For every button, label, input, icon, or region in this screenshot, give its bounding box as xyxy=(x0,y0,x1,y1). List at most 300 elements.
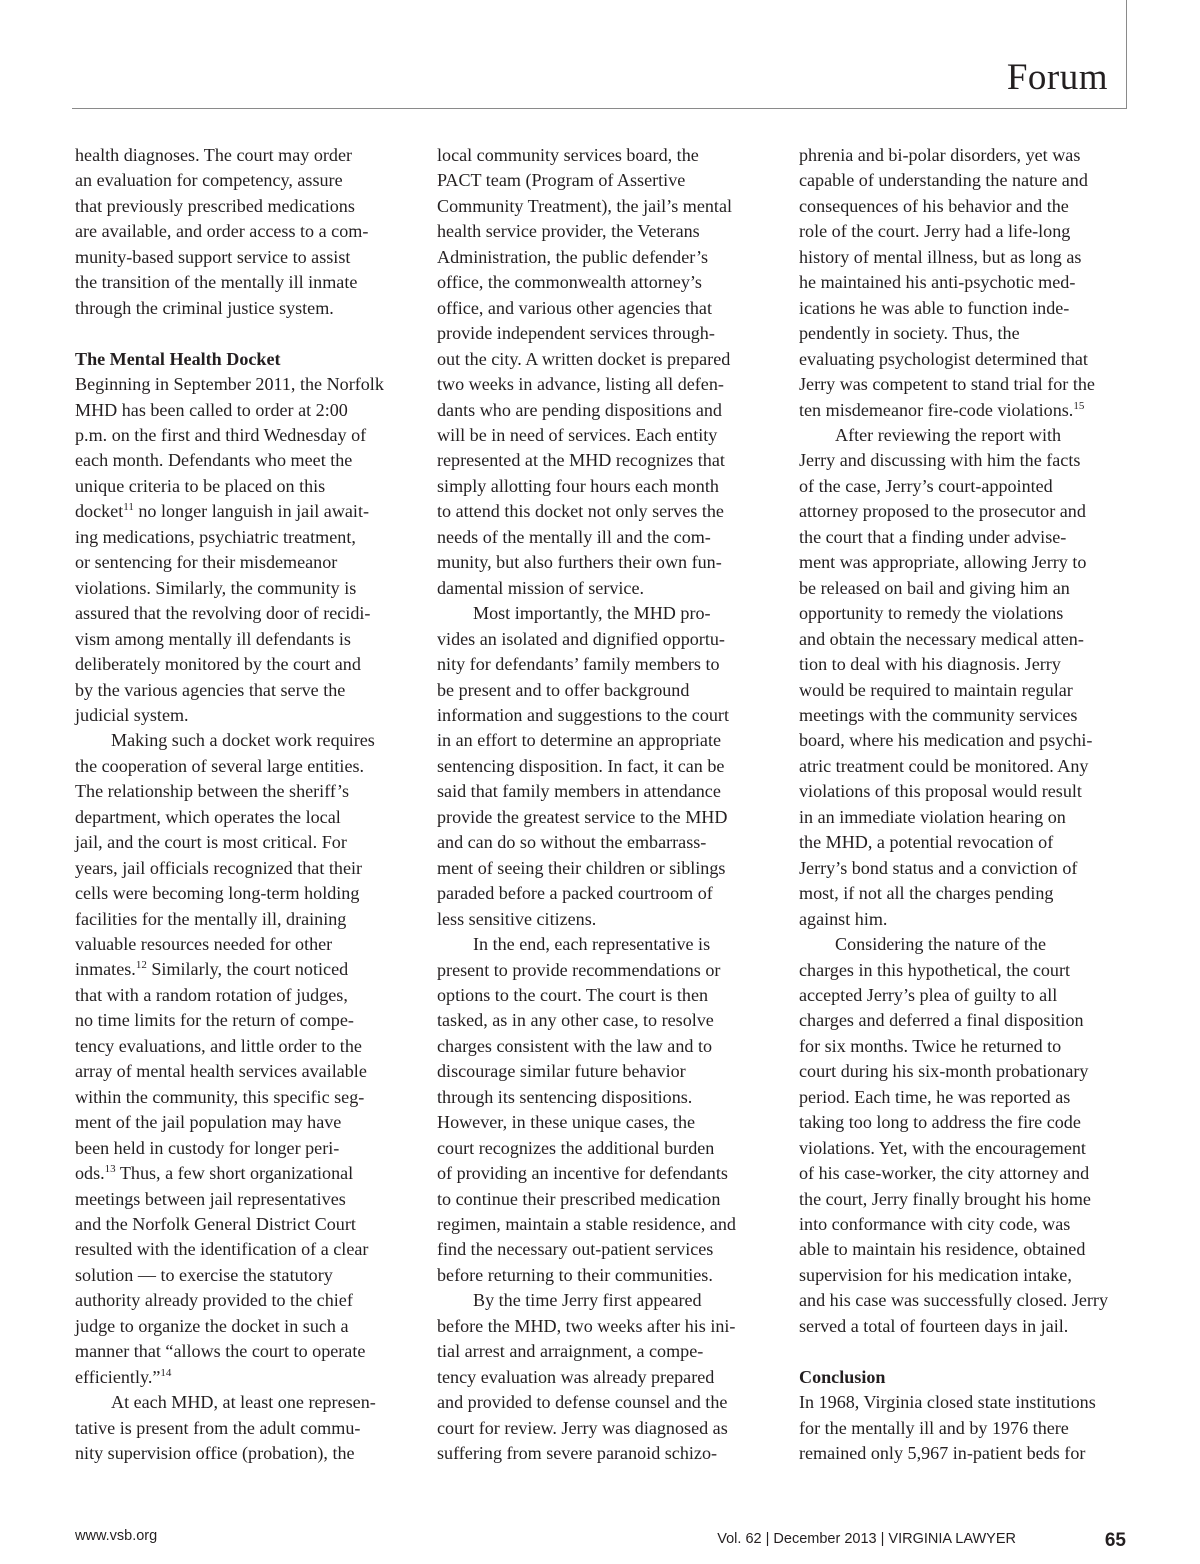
line-text: be present and to offer background xyxy=(437,679,690,700)
line-text: for the mentally ill and by 1976 there xyxy=(799,1417,1069,1438)
line-text: for six months. Twice he returned to xyxy=(799,1035,1062,1056)
text-line xyxy=(75,550,405,575)
line-text: health service provider, the Veterans xyxy=(437,221,700,242)
line-text: ment was appropriate, allowing Jerry to xyxy=(799,552,1087,573)
text-line xyxy=(437,601,767,626)
line-text: he maintained his anti-psychotic med- xyxy=(799,272,1076,293)
text-line xyxy=(75,754,405,779)
line-text: out the city. A written docket is prepared xyxy=(437,348,731,369)
line-text: court for review. Jerry was diagnosed as xyxy=(437,1417,728,1438)
text-line xyxy=(437,168,767,193)
line-text: information and suggestions to the court xyxy=(437,704,729,725)
text-line xyxy=(75,1187,405,1212)
line-text: tency evaluation was already prepared xyxy=(437,1366,715,1387)
line-text: suffering from severe paranoid schizo- xyxy=(437,1443,718,1464)
text-line xyxy=(437,1365,767,1390)
line-text: tasked, as in any other case, to resolve xyxy=(437,1010,714,1031)
text-line xyxy=(799,347,1129,372)
text-line xyxy=(437,1263,767,1288)
line-text: judicial system. xyxy=(75,704,189,725)
line-text: charges and deferred a final disposition xyxy=(799,1010,1084,1031)
footnote-ref: 15 xyxy=(1073,399,1085,412)
text-line xyxy=(75,1085,405,1110)
line-text: tion to deal with his diagnosis. Jerry xyxy=(799,654,1061,675)
line-text: local community services board, the xyxy=(437,145,699,165)
line-text: Community Treatment), the jail’s mental xyxy=(437,195,733,216)
text-line xyxy=(75,1059,405,1084)
text-line xyxy=(799,983,1129,1008)
text-line xyxy=(437,958,767,983)
text-line xyxy=(799,907,1129,932)
line-text: cells were becoming long-term holding xyxy=(75,883,360,904)
line-text: munity, but also furthers their own fun- xyxy=(437,552,722,573)
line-text: in an immediate violation hearing on xyxy=(799,806,1066,827)
line-text: role of the court. Jerry had a life-long xyxy=(799,221,1071,242)
line-text: judge to organize the docket in such a xyxy=(75,1315,349,1336)
text-line xyxy=(75,907,405,932)
line-text-continued: Thus, a few short organizational xyxy=(115,1163,354,1184)
line-text: ods. xyxy=(75,1163,105,1184)
line-text: history of mental illness, but as long as xyxy=(799,246,1082,267)
text-line xyxy=(437,194,767,219)
line-text: the court, Jerry finally brought his home xyxy=(799,1188,1091,1209)
text-line xyxy=(75,652,405,677)
line-text: opportunity to remedy the violations xyxy=(799,603,1064,624)
line-text: of the case, Jerry’s court-appointed xyxy=(799,475,1053,496)
line-text: paraded before a packed courtroom of xyxy=(437,883,713,904)
text-line xyxy=(799,1263,1129,1288)
line-text: Jerry was competent to stand trial for the xyxy=(799,374,1095,395)
footnote-ref: 11 xyxy=(123,501,134,514)
text-line xyxy=(75,830,405,855)
text-line xyxy=(437,219,767,244)
text-line xyxy=(437,1059,767,1084)
line-text: before the MHD, two weeks after his ini- xyxy=(437,1315,736,1336)
blank-line xyxy=(75,321,405,346)
line-text: health diagnoses. The court may order xyxy=(75,145,353,165)
text-line xyxy=(799,1034,1129,1059)
line-text: supervision for his medication intake, xyxy=(799,1264,1072,1285)
text-line xyxy=(75,474,405,499)
line-text: the transition of the mentally ill inmate xyxy=(75,272,358,293)
line-text: vides an isolated and dignified opportu- xyxy=(437,628,725,649)
line-text: Beginning in September 2011, the Norfolk xyxy=(75,374,384,395)
text-line xyxy=(799,525,1129,550)
line-text: through the criminal justice system. xyxy=(75,297,334,318)
text-line xyxy=(799,474,1129,499)
line-text: In the end, each representative is xyxy=(473,934,711,955)
text-line xyxy=(437,347,767,372)
text-column-3 xyxy=(799,143,1129,1467)
text-line xyxy=(799,1237,1129,1262)
text-line xyxy=(799,270,1129,295)
text-line xyxy=(75,957,405,982)
text-line xyxy=(75,1161,405,1186)
text-line xyxy=(799,779,1129,804)
line-text: PACT team (Program of Assertive xyxy=(437,170,686,191)
line-text: ment of the jail population may have xyxy=(75,1112,342,1133)
text-line xyxy=(799,576,1129,601)
line-text: court recognizes the additional burden xyxy=(437,1137,715,1158)
line-text: been held in custody for longer peri- xyxy=(75,1137,340,1158)
text-line xyxy=(75,1314,405,1339)
line-text: and his case was successfully closed. Jerry xyxy=(799,1290,1109,1311)
text-line xyxy=(75,1034,405,1059)
line-text: Jerry and discussing with him the facts xyxy=(799,450,1081,471)
text-line xyxy=(799,499,1129,524)
text-line xyxy=(75,168,405,193)
line-text: into conformance with city code, was xyxy=(799,1214,1071,1235)
line-text: Considering the nature of the xyxy=(835,934,1047,955)
text-line xyxy=(799,703,1129,728)
text-line xyxy=(75,983,405,1008)
line-text: jail, and the court is most critical. For xyxy=(75,832,347,853)
text-line xyxy=(437,881,767,906)
line-text: ment of seeing their children or siblings xyxy=(437,857,726,878)
text-line xyxy=(75,423,405,448)
text-line xyxy=(75,1136,405,1161)
text-line xyxy=(437,499,767,524)
line-text: Conclusion xyxy=(799,1366,886,1387)
line-text: munity-based support service to assist xyxy=(75,246,351,267)
text-line xyxy=(75,805,405,830)
text-line xyxy=(799,1161,1129,1186)
line-text: violations. Yet, with the encouragement xyxy=(799,1137,1086,1158)
text-line xyxy=(437,678,767,703)
text-line xyxy=(799,296,1129,321)
section-title: Forum xyxy=(1006,57,1108,98)
text-line xyxy=(799,627,1129,652)
line-text: before returning to their communities. xyxy=(437,1264,713,1285)
text-line xyxy=(437,983,767,1008)
text-line xyxy=(75,219,405,244)
line-text: However, in these unique cases, the xyxy=(437,1112,696,1133)
line-text: find the necessary out-patient services xyxy=(437,1239,714,1260)
line-text: will be in need of services. Each entity xyxy=(437,424,718,445)
line-text: tative is present from the adult commu- xyxy=(75,1417,361,1438)
text-line xyxy=(437,1416,767,1441)
text-line xyxy=(437,448,767,473)
text-line xyxy=(75,1441,405,1466)
line-text: present to provide recommendations or xyxy=(437,959,721,980)
text-line xyxy=(799,1085,1129,1110)
text-line xyxy=(799,550,1129,575)
page-number: 65 xyxy=(1104,1530,1126,1551)
line-text: After reviewing the report with xyxy=(835,424,1062,445)
line-text: By the time Jerry first appeared xyxy=(473,1290,702,1311)
line-text: no time limits for the return of compe- xyxy=(75,1010,354,1031)
line-text: Most importantly, the MHD pro- xyxy=(473,603,711,624)
line-text: that with a random rotation of judges, xyxy=(75,984,348,1005)
line-text: through its sentencing dispositions. xyxy=(437,1086,693,1107)
line-text: nity supervision office (probation), the xyxy=(75,1443,355,1464)
line-text: pendently in society. Thus, the xyxy=(799,323,1020,344)
line-text: attorney proposed to the prosecutor and xyxy=(799,501,1086,522)
line-text: Jerry’s bond status and a conviction of xyxy=(799,857,1078,878)
text-line xyxy=(75,1288,405,1313)
line-text: provide the greatest service to the MHD xyxy=(437,806,728,827)
text-line xyxy=(75,372,405,397)
text-line xyxy=(437,805,767,830)
text-line xyxy=(799,856,1129,881)
text-column-1 xyxy=(75,143,405,1467)
line-text: and provided to defense counsel and the xyxy=(437,1392,728,1413)
text-line xyxy=(799,601,1129,626)
text-line xyxy=(75,1416,405,1441)
line-text: deliberately monitored by the court and xyxy=(75,654,361,675)
text-line xyxy=(75,779,405,804)
line-text: represented at the MHD recognizes that xyxy=(437,450,725,471)
line-text: to continue their prescribed medication xyxy=(437,1188,721,1209)
text-line xyxy=(437,652,767,677)
text-line xyxy=(437,779,767,804)
line-text: within the community, this specific seg- xyxy=(75,1086,365,1107)
line-text: authority already provided to the chief xyxy=(75,1290,353,1311)
text-line xyxy=(75,703,405,728)
text-line xyxy=(437,474,767,499)
line-text: would be required to maintain regular xyxy=(799,679,1073,700)
text-line xyxy=(75,1365,405,1390)
text-line xyxy=(437,703,767,728)
text-line xyxy=(75,932,405,957)
text-line xyxy=(799,805,1129,830)
line-text: simply allotting four hours each month xyxy=(437,475,719,496)
line-text: ing medications, psychiatric treatment, xyxy=(75,526,356,547)
line-text: able to maintain his residence, obtained xyxy=(799,1239,1086,1260)
text-line xyxy=(437,1136,767,1161)
text-line xyxy=(75,448,405,473)
text-line xyxy=(799,830,1129,855)
line-text: in an effort to determine an appropriate xyxy=(437,730,722,751)
line-text: that previously prescribed medications xyxy=(75,195,355,216)
line-text: atric treatment could be monitored. Any xyxy=(799,755,1089,776)
text-line xyxy=(799,372,1129,397)
text-line xyxy=(437,372,767,397)
line-text: array of mental health services available xyxy=(75,1061,367,1082)
line-text: meetings with the community services xyxy=(799,704,1078,725)
line-text: are available, and order access to a com- xyxy=(75,221,369,242)
line-text: the court that a finding under advise- xyxy=(799,526,1067,547)
text-line xyxy=(437,830,767,855)
text-line xyxy=(799,194,1129,219)
line-text: of providing an incentive for defendants xyxy=(437,1163,728,1184)
line-text: board, where his medication and psychi- xyxy=(799,730,1093,751)
text-line xyxy=(437,423,767,448)
line-text: period. Each time, he was reported as xyxy=(799,1086,1071,1107)
line-text: court during his six-month probationary xyxy=(799,1061,1089,1082)
line-text: and can do so without the embarrass- xyxy=(437,832,707,853)
text-line xyxy=(799,1441,1129,1466)
line-text: office, the commonwealth attorney’s xyxy=(437,272,702,293)
line-text: At each MHD, at least one represen- xyxy=(111,1392,376,1413)
text-line xyxy=(437,525,767,550)
text-line xyxy=(799,1110,1129,1135)
line-text: be released on bail and giving him an xyxy=(799,577,1070,598)
text-line xyxy=(75,525,405,550)
text-line xyxy=(75,1339,405,1364)
text-line xyxy=(799,1136,1129,1161)
header-vertical-rule xyxy=(1126,0,1127,109)
line-text-continued: no longer languish in jail await- xyxy=(133,501,369,522)
line-text: against him. xyxy=(799,908,888,929)
text-line xyxy=(437,627,767,652)
line-text: the cooperation of several large entities. xyxy=(75,755,365,776)
text-line xyxy=(75,678,405,703)
text-line xyxy=(799,168,1129,193)
text-line xyxy=(437,1237,767,1262)
text-line xyxy=(437,1288,767,1313)
footnote-ref: 14 xyxy=(160,1366,172,1379)
line-text: Administration, the public defender’s xyxy=(437,246,709,267)
text-line xyxy=(437,1212,767,1237)
text-line xyxy=(799,1390,1129,1415)
line-text: charges consistent with the law and to xyxy=(437,1035,713,1056)
line-text: and obtain the necessary medical atten- xyxy=(799,628,1084,649)
text-line xyxy=(75,728,405,753)
text-line xyxy=(799,728,1129,753)
text-line xyxy=(75,601,405,626)
text-line xyxy=(75,1008,405,1033)
text-line xyxy=(75,576,405,601)
text-line xyxy=(437,1085,767,1110)
line-text: taking too long to address the fire code xyxy=(799,1112,1081,1133)
line-text: tency evaluations, and little order to the xyxy=(75,1035,362,1056)
text-column-2 xyxy=(437,143,767,1467)
line-text: most, if not all the charges pending xyxy=(799,883,1054,904)
footer-website: www.vsb.org xyxy=(75,1528,158,1544)
footnote-ref: 13 xyxy=(104,1163,116,1176)
text-line xyxy=(799,448,1129,473)
line-text: an evaluation for competency, assure xyxy=(75,170,343,191)
line-text: violations. Similarly, the community is xyxy=(75,577,357,598)
text-line xyxy=(75,194,405,219)
text-line xyxy=(437,296,767,321)
line-text: MHD has been called to order at 2:00 xyxy=(75,399,348,420)
text-line xyxy=(437,1008,767,1033)
text-line xyxy=(75,245,405,270)
line-text: phrenia and bi-polar disorders, yet was xyxy=(799,145,1081,165)
line-text: resulted with the identification of a clear xyxy=(75,1239,369,1260)
text-line xyxy=(437,245,767,270)
line-text: efficiently.” xyxy=(75,1366,161,1387)
text-line xyxy=(437,728,767,753)
line-text: capable of understanding the nature and xyxy=(799,170,1088,191)
line-text: Making such a docket work requires xyxy=(111,730,375,751)
header-rule xyxy=(72,108,1127,109)
line-text: accepted Jerry’s plea of guilty to all xyxy=(799,984,1058,1005)
text-line xyxy=(75,143,405,168)
line-text: In 1968, Virginia closed state institutions xyxy=(799,1392,1096,1413)
line-text: needs of the mentally ill and the com- xyxy=(437,526,711,547)
line-text: department, which operates the local xyxy=(75,806,341,827)
text-line xyxy=(799,1212,1129,1237)
line-text: valuable resources needed for other xyxy=(75,934,333,955)
text-line xyxy=(437,321,767,346)
line-text: less sensitive citizens. xyxy=(437,908,597,929)
line-text: vism among mentally ill defendants is xyxy=(75,628,351,649)
text-line xyxy=(75,398,405,423)
text-line xyxy=(75,1110,405,1135)
line-text: by the various agencies that serve the xyxy=(75,679,346,700)
line-text: each month. Defendants who meet the xyxy=(75,450,353,471)
text-line xyxy=(75,270,405,295)
line-text: tial arrest and arraignment, a compe- xyxy=(437,1341,704,1362)
line-text: dants who are pending dispositions and xyxy=(437,399,722,420)
text-line xyxy=(799,678,1129,703)
text-line xyxy=(75,499,405,524)
text-line xyxy=(437,754,767,779)
line-text: or sentencing for their misdemeanor xyxy=(75,552,338,573)
text-line xyxy=(437,1161,767,1186)
line-text: docket xyxy=(75,501,124,522)
text-line xyxy=(75,881,405,906)
text-line xyxy=(437,907,767,932)
text-line xyxy=(437,1187,767,1212)
footnote-ref: 12 xyxy=(135,959,147,972)
footer-issue-info: Vol. 62 | December 2013 | VIRGINIA LAWYER xyxy=(717,1531,1016,1547)
line-text-continued: Similarly, the court noticed xyxy=(146,959,349,980)
line-text: office, and various other agencies that xyxy=(437,297,712,318)
text-line xyxy=(437,1339,767,1364)
text-line xyxy=(799,1187,1129,1212)
text-line xyxy=(437,550,767,575)
line-text: nity for defendants’ family members to xyxy=(437,654,720,675)
line-text: unique criteria to be placed on this xyxy=(75,475,326,496)
text-line xyxy=(437,1034,767,1059)
line-text: remained only 5,967 in-patient beds for xyxy=(799,1443,1086,1464)
line-text: to attend this docket not only serves the xyxy=(437,501,724,522)
line-text: solution — to exercise the statutory xyxy=(75,1264,333,1285)
line-text: ications he was able to function inde- xyxy=(799,297,1070,318)
text-line xyxy=(799,958,1129,983)
text-line xyxy=(799,1008,1129,1033)
line-text: meetings between jail representatives xyxy=(75,1188,346,1209)
text-line xyxy=(437,270,767,295)
line-text: provide independent services through- xyxy=(437,323,715,344)
line-text: inmates. xyxy=(75,959,136,980)
text-line xyxy=(799,143,1129,168)
line-text: regimen, maintain a stable residence, and xyxy=(437,1214,736,1235)
text-line xyxy=(75,856,405,881)
text-line xyxy=(437,1390,767,1415)
line-text: manner that “allows the court to operate xyxy=(75,1341,366,1362)
text-line xyxy=(75,1212,405,1237)
text-line xyxy=(799,245,1129,270)
line-text: damental mission of service. xyxy=(437,577,645,598)
text-line xyxy=(799,321,1129,346)
text-line xyxy=(799,1059,1129,1084)
line-text: facilities for the mentally ill, draining xyxy=(75,908,347,929)
line-text: p.m. on the first and third Wednesday of xyxy=(75,424,367,445)
line-text: options to the court. The court is then xyxy=(437,984,709,1005)
text-line xyxy=(437,576,767,601)
text-line xyxy=(437,1441,767,1466)
line-text: assured that the revolving door of recidi- xyxy=(75,603,371,624)
text-line xyxy=(799,423,1129,448)
line-text: said that family members in attendance xyxy=(437,781,721,802)
text-line xyxy=(437,1110,767,1135)
section-heading xyxy=(75,347,405,372)
line-text: of his case-worker, the city attorney and xyxy=(799,1163,1090,1184)
text-line xyxy=(75,1263,405,1288)
text-line xyxy=(437,856,767,881)
line-text: two weeks in advance, listing all defen- xyxy=(437,374,724,395)
text-line xyxy=(799,754,1129,779)
line-text: violations of this proposal would result xyxy=(799,781,1082,802)
line-text: served a total of fourteen days in jail. xyxy=(799,1315,1069,1336)
line-text: sentencing disposition. In fact, it can be xyxy=(437,755,725,776)
line-text: charges in this hypothetical, the court xyxy=(799,959,1070,980)
